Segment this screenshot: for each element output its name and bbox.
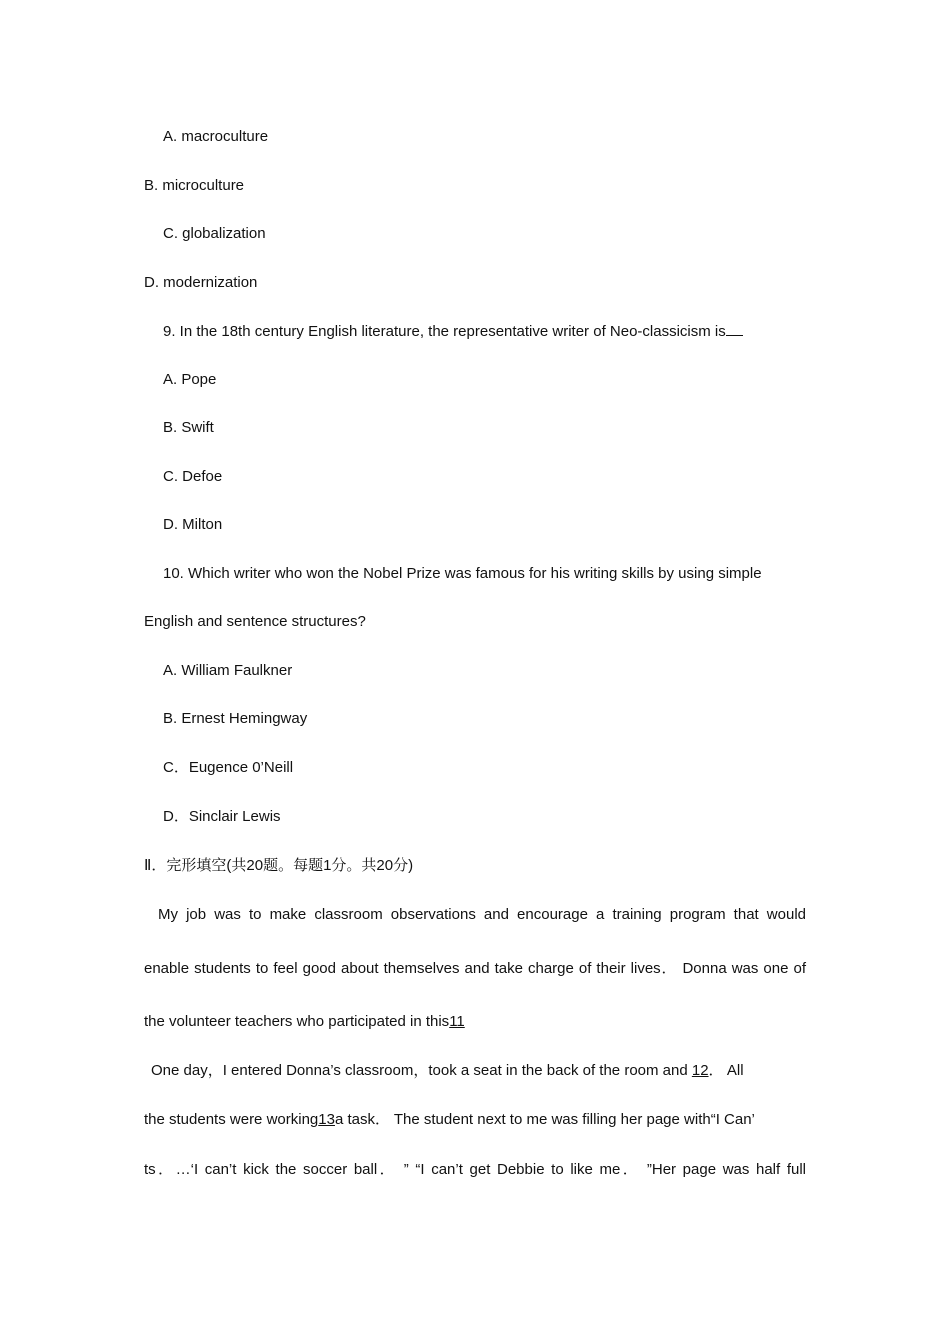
section-heading: Ⅱ．完形填空(共20题。每题1分。共20分)	[144, 857, 414, 874]
q10-option-d: D．Sinclair Lewis	[163, 808, 281, 825]
q10-option-b: B. Ernest Hemingway	[163, 710, 308, 727]
passage-text: ． All	[708, 1062, 744, 1079]
q10-option-a: A. William Faulkner	[163, 662, 293, 679]
passage-line-3	[144, 1012, 465, 1032]
q9-answer-blank[interactable]	[726, 321, 743, 336]
blank-11[interactable]: 11	[449, 1013, 465, 1030]
q10-stem-line1: 10. Which writer who won the Nobel Prize was famous for his writing skills by using simple	[163, 565, 762, 582]
q10-option-c: C．Eugence 0’Neill	[163, 759, 294, 776]
q9-option-d: D. Milton	[163, 516, 223, 533]
passage-line-4	[151, 1061, 744, 1081]
q8-option-b: B. microculture	[144, 177, 245, 194]
q8-option-c: C. globalization	[163, 225, 266, 242]
passage-text: a task． The student next to me was filling her page with“I Can’	[334, 1111, 755, 1128]
passage-text: the volunteer teachers who participated in this	[144, 1013, 450, 1030]
passage-text: the students were working	[144, 1111, 319, 1128]
blank-12[interactable]: 12	[691, 1062, 709, 1079]
blank-13[interactable]: 13	[318, 1111, 335, 1128]
passage-line-6: ts．…‘I can’t kick the soccer ball． ” “I can’t get Debbie to like me． ”Her page was half full	[144, 1161, 806, 1178]
q9-stem-text: 9. In the 18th century English literature, the representative writer of Neo-classicism is	[163, 323, 726, 340]
passage-line-2: enable students to feel good about themselves and take charge of their lives． Donna was one of	[144, 960, 806, 977]
passage-line-5	[144, 1110, 755, 1130]
q10-stem-line2: English and sentence structures?	[144, 613, 366, 630]
q8-option-a: A. macroculture	[163, 128, 269, 145]
q9-stem	[163, 321, 743, 342]
q9-option-a: A. Pope	[163, 371, 217, 388]
q9-option-c: C. Defoe	[163, 468, 223, 485]
q9-option-b: B. Swift	[163, 419, 214, 436]
passage-text: One day，I entered Donna’s classroom，took a seat in the back of the room and	[151, 1062, 692, 1079]
passage-line-1: My job was to make classroom observations and encourage a training program that would	[158, 906, 806, 923]
q8-option-d: D. modernization	[144, 274, 258, 291]
